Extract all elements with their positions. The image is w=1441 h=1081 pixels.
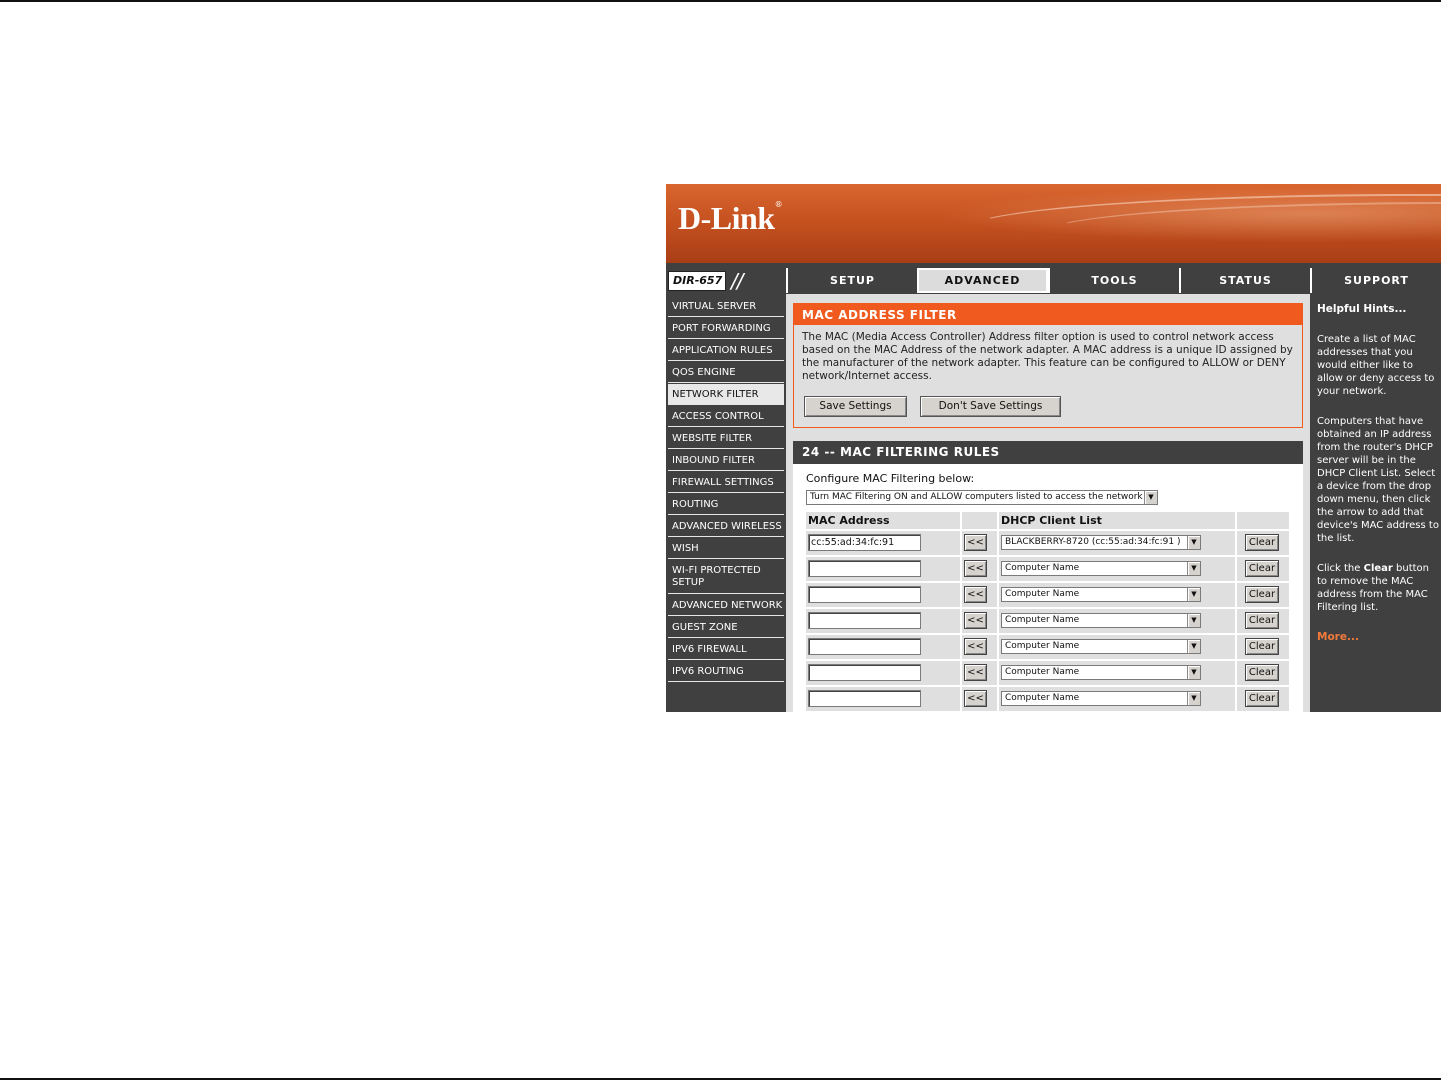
dont-save-settings-button[interactable]: Don't Save Settings [920, 396, 1061, 417]
tab-status[interactable]: STATUS [1179, 268, 1310, 293]
header-banner [666, 184, 1441, 263]
tab-support[interactable]: SUPPORT [1310, 268, 1441, 293]
mac-address-input[interactable]: cc:55:ad:34:fc:91 [808, 534, 921, 551]
model-badge [667, 268, 786, 293]
sidebar-item-ipv6-routing[interactable]: IPV6 ROUTING [668, 661, 784, 682]
sidebar-item-firewall-settings[interactable]: FIREWALL SETTINGS [668, 472, 784, 493]
router-admin-window [666, 184, 1441, 712]
model-name: DIR-657 [668, 271, 726, 291]
tab-advanced[interactable]: ADVANCED [917, 268, 1048, 293]
mac-address-input[interactable] [808, 586, 921, 603]
sidebar-item-virtual-server[interactable]: VIRTUAL SERVER [668, 296, 784, 317]
panel-description: The MAC (Media Access Controller) Address filter option is used to control network access based on the MAC Address of the network adapter. A MAC address is a unique ID assigned by the manufacturer of the network adapter. This feature can be configured to ALLOW or DENY network/Internet access. [802, 331, 1293, 382]
sidebar-item-application-rules[interactable]: APPLICATION RULES [668, 340, 784, 361]
dlink-logo: D-Link® [678, 200, 783, 236]
sidebar-item-wish[interactable]: WISH [668, 538, 784, 559]
hint-paragraph: Click the Clear button to remove the MAC address from the MAC Filtering list. [1317, 563, 1430, 613]
col-header-dhcp-client-list: DHCP Client List [999, 512, 1235, 529]
chevron-down-icon: ▼ [1187, 562, 1200, 575]
sidebar-item-network-filter[interactable]: NETWORK FILTER [668, 384, 784, 405]
col-header-spacer [1237, 512, 1289, 529]
sidebar-item-website-filter[interactable]: WEBSITE FILTER [668, 428, 784, 449]
clear-button[interactable]: Clear [1245, 690, 1279, 707]
dhcp-client-select[interactable]: Computer Name ▼ [1001, 665, 1201, 680]
sidebar-item-advanced-network[interactable]: ADVANCED NETWORK [668, 595, 784, 616]
chevron-down-icon: ▼ [1187, 588, 1200, 601]
mac-address-input[interactable] [808, 664, 921, 681]
tab-tools[interactable]: TOOLS [1048, 268, 1179, 293]
hint-paragraph: Create a list of MAC addresses that you would either like to allow or deny access to your network. [1317, 334, 1435, 397]
rules-panel-title: 24 -- MAC FILTERING RULES [793, 441, 1303, 464]
chevron-down-icon: ▼ [1187, 692, 1200, 705]
chevron-down-icon: ▼ [1187, 640, 1200, 653]
dhcp-client-select[interactable]: BLACKBERRY-8720 (cc:55:ad:34:fc:91 ) ▼ [1001, 535, 1201, 550]
col-header-spacer [962, 512, 997, 529]
mac-filtering-mode-select[interactable]: Turn MAC Filtering ON and ALLOW computers listed to access the network ▼ [806, 490, 1158, 505]
copy-mac-button[interactable]: << [964, 690, 987, 707]
helpful-hints-panel [1312, 294, 1441, 712]
sidebar-item-wifi-protected-setup[interactable]: WI-FI PROTECTED SETUP [668, 560, 784, 594]
copy-mac-button[interactable]: << [964, 560, 987, 577]
hint-paragraph: Computers that have obtained an IP address from the router's DHCP server will be in the DHCP Client List. Select a device from the drop down menu, then click the arrow to add that device's MAC address to the list. [1317, 416, 1439, 544]
mac-address-input[interactable] [808, 560, 921, 577]
top-rule [0, 0, 1441, 2]
sidebar-item-access-control[interactable]: ACCESS CONTROL [668, 406, 784, 427]
mac-address-input[interactable] [808, 690, 921, 707]
sidebar-item-qos-engine[interactable]: QOS ENGINE [668, 362, 784, 383]
clear-button[interactable]: Clear [1245, 560, 1279, 577]
chevron-down-icon: ▼ [1187, 614, 1200, 627]
clear-button[interactable]: Clear [1245, 612, 1279, 629]
bottom-rule [0, 1078, 1441, 1080]
clear-button[interactable]: Clear [1245, 534, 1279, 551]
sidebar-item-advanced-wireless[interactable]: ADVANCED WIRELESS [668, 516, 784, 537]
configure-label: Configure MAC Filtering below: [806, 472, 975, 485]
dhcp-client-select[interactable]: Computer Name ▼ [1001, 561, 1201, 576]
left-nav [666, 294, 786, 712]
clear-button[interactable]: Clear [1245, 586, 1279, 603]
copy-mac-button[interactable]: << [964, 586, 987, 603]
panel-title: MAC ADDRESS FILTER [794, 304, 1302, 325]
main-content [786, 294, 1310, 712]
copy-mac-button[interactable]: << [964, 638, 987, 655]
chevron-down-icon: ▼ [1187, 536, 1200, 549]
mac-address-input[interactable] [808, 612, 921, 629]
copy-mac-button[interactable]: << [964, 664, 987, 681]
clear-button[interactable]: Clear [1245, 664, 1279, 681]
copy-mac-button[interactable]: << [964, 612, 987, 629]
hints-title: Helpful Hints... [1317, 303, 1407, 315]
sidebar-item-routing[interactable]: ROUTING [668, 494, 784, 515]
tab-setup[interactable]: SETUP [786, 268, 917, 293]
dhcp-client-select[interactable]: Computer Name ▼ [1001, 691, 1201, 706]
chevron-down-icon: ▼ [1144, 491, 1157, 504]
mac-filtering-rules-panel [793, 441, 1303, 712]
save-settings-button[interactable]: Save Settings [804, 396, 907, 417]
top-tab-bar [666, 267, 1441, 294]
sidebar-item-inbound-filter[interactable]: INBOUND FILTER [668, 450, 784, 471]
dhcp-client-select[interactable]: Computer Name ▼ [1001, 639, 1201, 654]
clear-button[interactable]: Clear [1245, 638, 1279, 655]
copy-mac-button[interactable]: << [964, 534, 987, 551]
sidebar-item-ipv6-firewall[interactable]: IPV6 FIREWALL [668, 639, 784, 660]
model-slashes: // [731, 269, 743, 293]
mac-address-input[interactable] [808, 638, 921, 655]
dhcp-client-select[interactable]: Computer Name ▼ [1001, 613, 1201, 628]
sidebar-item-guest-zone[interactable]: GUEST ZONE [668, 617, 784, 638]
chevron-down-icon: ▼ [1187, 666, 1200, 679]
col-header-mac-address: MAC Address [806, 512, 960, 529]
sidebar-item-port-forwarding[interactable]: PORT FORWARDING [668, 318, 784, 339]
more-link[interactable]: More... [1317, 631, 1359, 643]
dhcp-client-select[interactable]: Computer Name ▼ [1001, 587, 1201, 602]
mac-address-filter-panel [793, 303, 1303, 428]
